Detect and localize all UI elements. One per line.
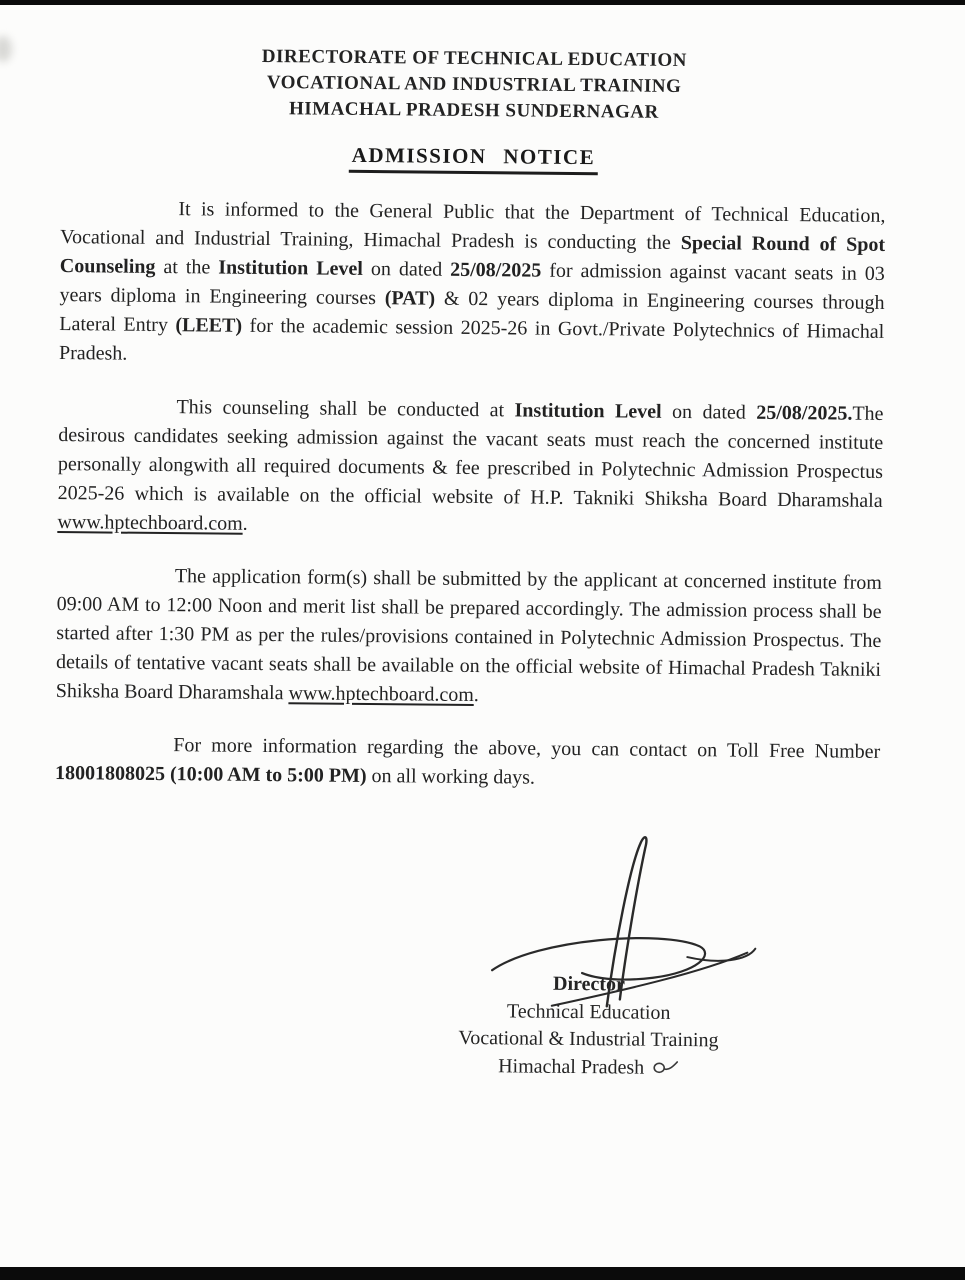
signature-region: Himachal Pradesh [498,1054,645,1079]
signature-role: Director [552,972,626,996]
scan-edge-bar-top [0,0,965,5]
signature-dept-line-1: Technical Education [506,999,671,1024]
signature-block [403,969,774,1085]
notice-title: ADMISSION NOTICE [349,143,599,175]
stamp-mark [648,1056,678,1084]
scan-edge-bar-bottom [0,1267,965,1280]
org-header-line-1: DIRECTORATE OF TECHNICAL EDUCATION [261,45,687,72]
org-header [61,42,887,128]
signature-region-line [403,1052,773,1085]
notice-body [55,194,886,796]
paragraph-4: For more information regarding the above, you can contact on Toll Free Number 18001808025 (10:00 AM to 5:00 PM) on all working days. [54,734,881,789]
website-url: www.hptechboard.com [57,511,243,535]
paragraph-3: The application form(s) shall be submitted by the applicant at concerned institute from 09:00 AM to 12:00 Noon and merit list shall be prepared accordingly. The admission process shall be started after 1:30 PM as per the rules/provisions contained in Polytechnic Admission Prospectus. The details of tentative vacant seats shall be available on the official website of Himachal Pradesh Takniki Shiksha Board Dharamshala www.hptechboard.com. [55,565,882,707]
org-header-line-2: VOCATIONAL AND INDUSTRIAL TRAINING [266,72,682,97]
notice-content [52,42,887,1086]
paragraph-2: This counseling shall be conducted at Institution Level on dated 25/08/2025.The desirous candidates seeking admission against the vacant seats must reach the concerned institute personally alongwith all required documents & fee prescribed in Polytechnic Admission Prospectus 2025-26 which is available on the official website of H.P. Takniki Shiksha Board Dharamshala www.hptechboard.com. [57,396,884,535]
signature-dept-line-2: Vocational & Industrial Training [458,1026,719,1052]
title-row [61,140,886,178]
org-header-line-3: HIMACHAL PRADESH SUNDERNAGAR [288,98,659,123]
paragraph-1: It is informed to the General Public that the Department of Technical Education, Vocational and Industrial Training, Himachal Pradesh is conducting the Special Round of Spot Counseling at the Institution Level on dated 25/08/2025 for admission against vacant seats in 03 years diploma in Engineering courses (PAT) & 02 years diploma in Engineering courses through Lateral Entry (LEET) for the academic session 2025-26 in Govt./Private Polytechnics of Himachal Pradesh. [58,198,886,365]
website-url: www.hptechboard.com [288,682,474,707]
scan-smudge [0,36,12,62]
